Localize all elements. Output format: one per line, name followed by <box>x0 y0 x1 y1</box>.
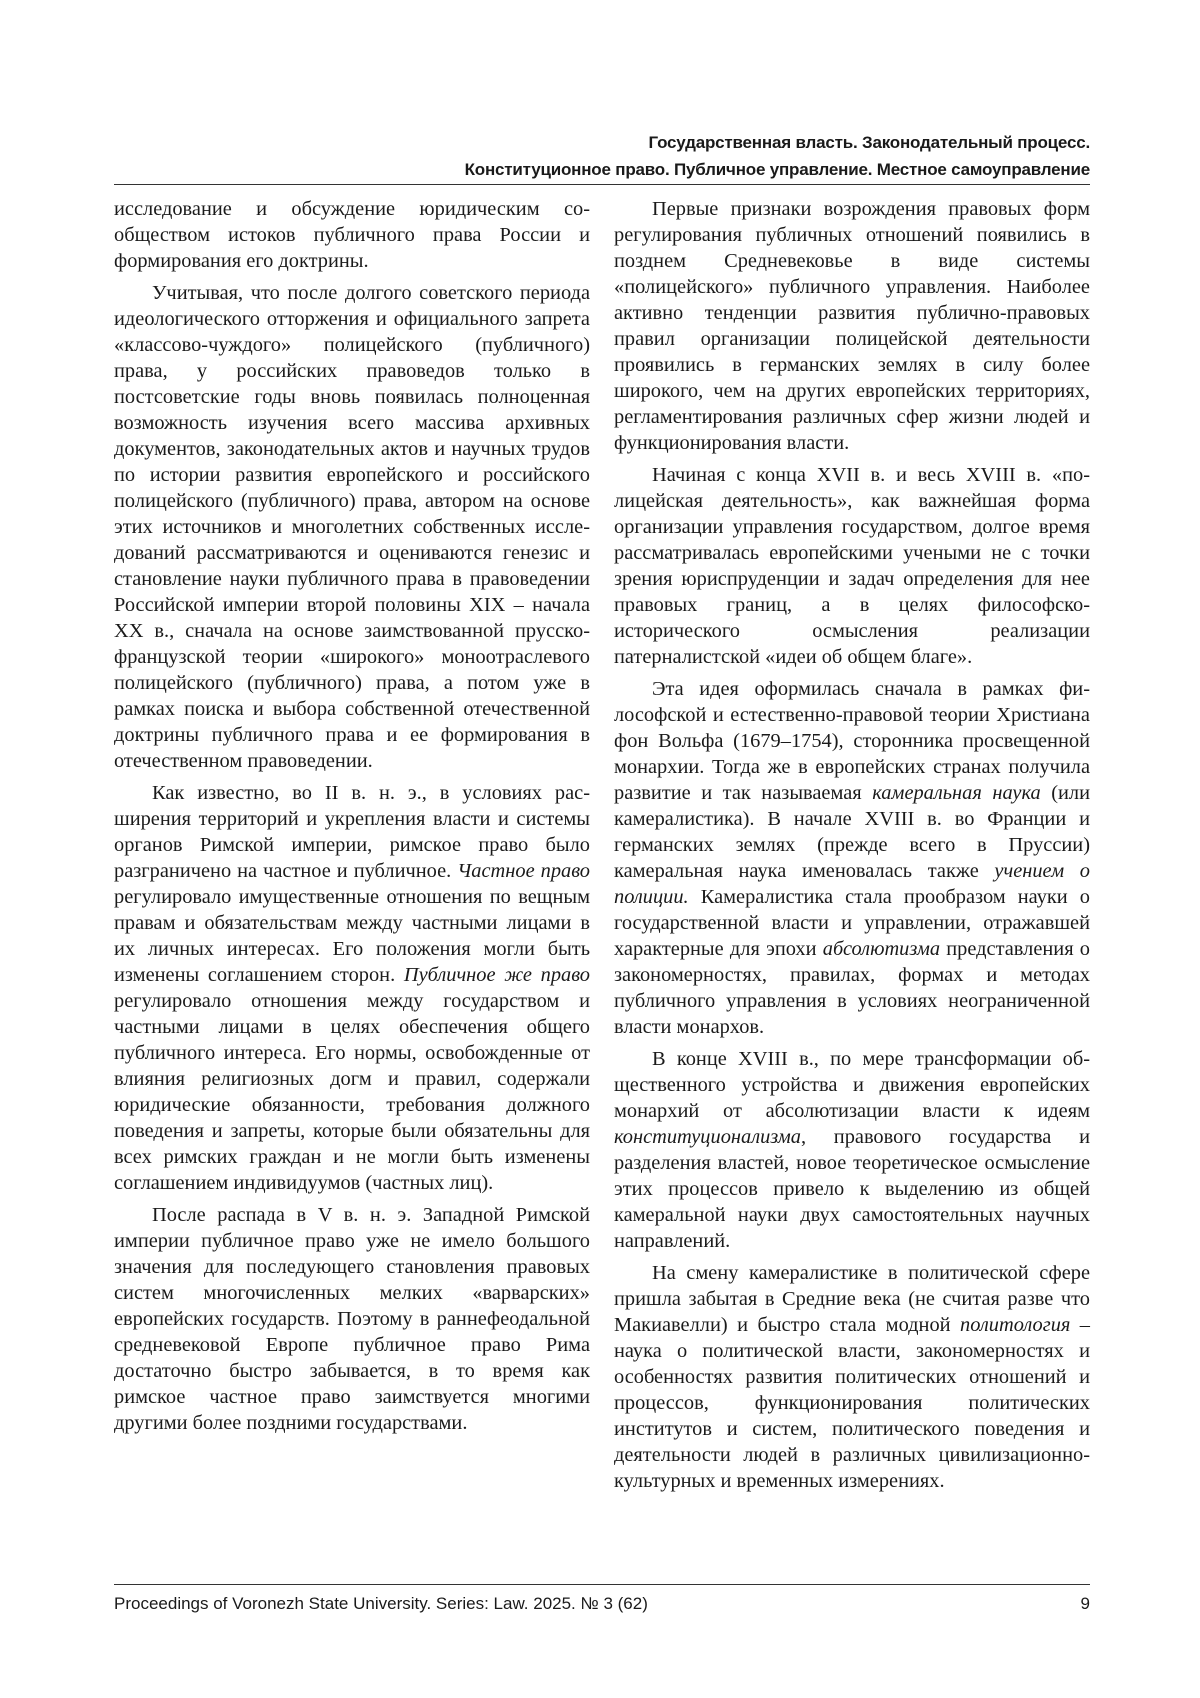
running-header-line-1: Государственная власть. Законодательный процесс. <box>114 129 1090 156</box>
running-header <box>114 129 1090 183</box>
page-footer <box>114 1592 1090 1616</box>
italic-term: Публичное же право <box>404 964 590 986</box>
footer-divider <box>114 1584 1090 1585</box>
text-run: Камералистика стала прообразом науки о госу­дарственной власти и управлении, отражавшей характерные для эпохи <box>614 886 1090 960</box>
text-run: На смену камералистике в политической сфере пришла забытая в Средние века (не счи­тая разве что Макиавелли) и быстро стала мод­ной <box>614 1262 1090 1336</box>
italic-term: Частное право <box>457 860 590 882</box>
paragraph <box>614 676 1090 1040</box>
text-run: Эта идея оформилась сначала в рамках фи­лософской и естественно-правовой теории Христиана фон Вольфа (1679–1754), сторонни­ка просвещенной монархии. Тогда же в евро­пейских странах получила развитие и так на­зываемая <box>614 678 1090 804</box>
text-run: ре­гулировало отношения между государством и частными лицами в целях обеспечения общего публичного интереса. Его нормы, освобожден­ные от влияния религиозных догм и правил, содержали юридические обязанности, требо­вания должного поведения и запреты, которые были обязательны для всех римских граждан и не могли быть изменены соглашением индиви­дуумов (частных лиц). <box>114 990 590 1194</box>
journal-citation: Proceedings of Voronezh State University. Series: Law. 2025. № 3 (62) <box>114 1592 648 1616</box>
paragraph <box>114 780 590 1196</box>
paragraph <box>614 1046 1090 1254</box>
italic-term: абсолютизма <box>823 938 940 960</box>
paragraph: Начиная с конца XVII в. и весь XVIII в. «по­лицейская деятельность», как важнейшая фор­ма организации управления государством, дол­гое время рассматривалась европейскими уче­ными не с точки зрения юриспруденции и задач определения для нее правовых границ, а в целях философско-исторического осмысления реали­зации патерналистской «идеи об общем благе». <box>614 462 1090 670</box>
text-run: В конце XVIII в., по мере трансформации об­щественного устройства и движения европей­ских монархий от абсолютизации власти к иде­ям <box>614 1048 1090 1122</box>
italic-term: учением о полиции. <box>614 860 1090 908</box>
text-run: – наука о политической власти, закономерностях и особенностях развития по­литических отношений и процессов, функцио­нирования политических институтов и систем, политического поведения и деятельности лю­дей в различных цивилизационно-культурных и временных измерениях. <box>614 1314 1090 1492</box>
paragraph: Первые признаки возрождения правовых форм регулирования публичных отношений появились в позднем Средневековье в виде си­стемы «полицейского» публичного управления. Наиболее активно тенденции развития публич­но-правовых правил организации полицейской деятельности проявились в германских землях в силу более широкого, чем на других европей­ских территориях, регламентирования различ­ных сфер жизни людей и функционирования власти. <box>614 196 1090 456</box>
paragraph <box>614 1260 1090 1494</box>
left-column <box>114 196 590 1442</box>
paragraph: Учитывая, что после долгого советского пе­риода идеологического отторжения и офици­ального запрета «классово-чуждого» полицей­ского (публичного) права, у российских право­ведов только в постсоветские годы вновь появи­лась полноценная возможность изучения всего массива архивных документов, законодатель­ных актов и научных трудов по истории разви­тия европейского и российского полицейско­го (публичного) права, автором на основе этих источников и многолетних собственных иссле­дований рассматриваются и оцениваются ге­незис и становление науки публичного права в правоведении Российской империи второй по­ловины XIX – начала XX в., сначала на основе заимствованной прусско-французской теории «широкого» моноотраслевого полицейского (пу­бличного) права, а потом уже в рамках поиска и выбора собственной отечественной доктрины публичного права и ее формирования в отече­ственном правоведении. <box>114 280 590 774</box>
running-header-line-2: Конституционное право. Публичное управление. Местное самоуправление <box>114 156 1090 183</box>
italic-term: камеральная наука <box>872 782 1040 804</box>
paragraph: исследование и обсуждение юридическим со­обществом истоков публичного права России и формирования его доктрины. <box>114 196 590 274</box>
right-column <box>614 196 1090 1500</box>
text-run: представ­ления о закономерностях, правилах, формах и методах публичного управления в условиях не­ограниченной власти монархов. <box>614 938 1090 1038</box>
paragraph: После распада в V в. н. э. Западной Римской империи публичное право уже не имело боль­шого значения для последующего становле­ния правовых систем многочисленных мелких «варварских» европейских государств. Поэтому в раннефеодальной средневековой Европе пу­бличное право Рима достаточно быстро забы­вается, в то время как римское частное право заимствуется многими другими более поздни­ми государствами. <box>114 1202 590 1436</box>
text-run: , правового государства и разделения властей, новое теоретическое ос­мысление этих процессов привело к выделению из общей камеральной науки двух самостоя­тельных научных направлений. <box>614 1126 1090 1252</box>
text-run: Как известно, во II в. н. э., в условиях рас­ширения территорий и укрепления власти и системы органов Римской империи, римское право было разграничено на частное и публич­ное. <box>114 782 590 882</box>
document-page <box>0 0 1200 1698</box>
italic-term: конституционализма <box>614 1126 801 1148</box>
text-run: (или камерали­стика). В начале XVIII в. во Франции и герман­ских землях (прежде всего в Пруссии) камераль­ная наука именовалась также <box>614 782 1090 882</box>
text-run: регулировало имуществен­ные отношения по вещным правам и обязатель­ствам между частными лицами в их личных ин­тересах. Его положения могли быть изменены соглашением сторон. <box>114 886 590 986</box>
header-divider <box>114 184 1090 185</box>
page-number: 9 <box>1081 1592 1090 1616</box>
italic-term: политология <box>960 1314 1070 1336</box>
